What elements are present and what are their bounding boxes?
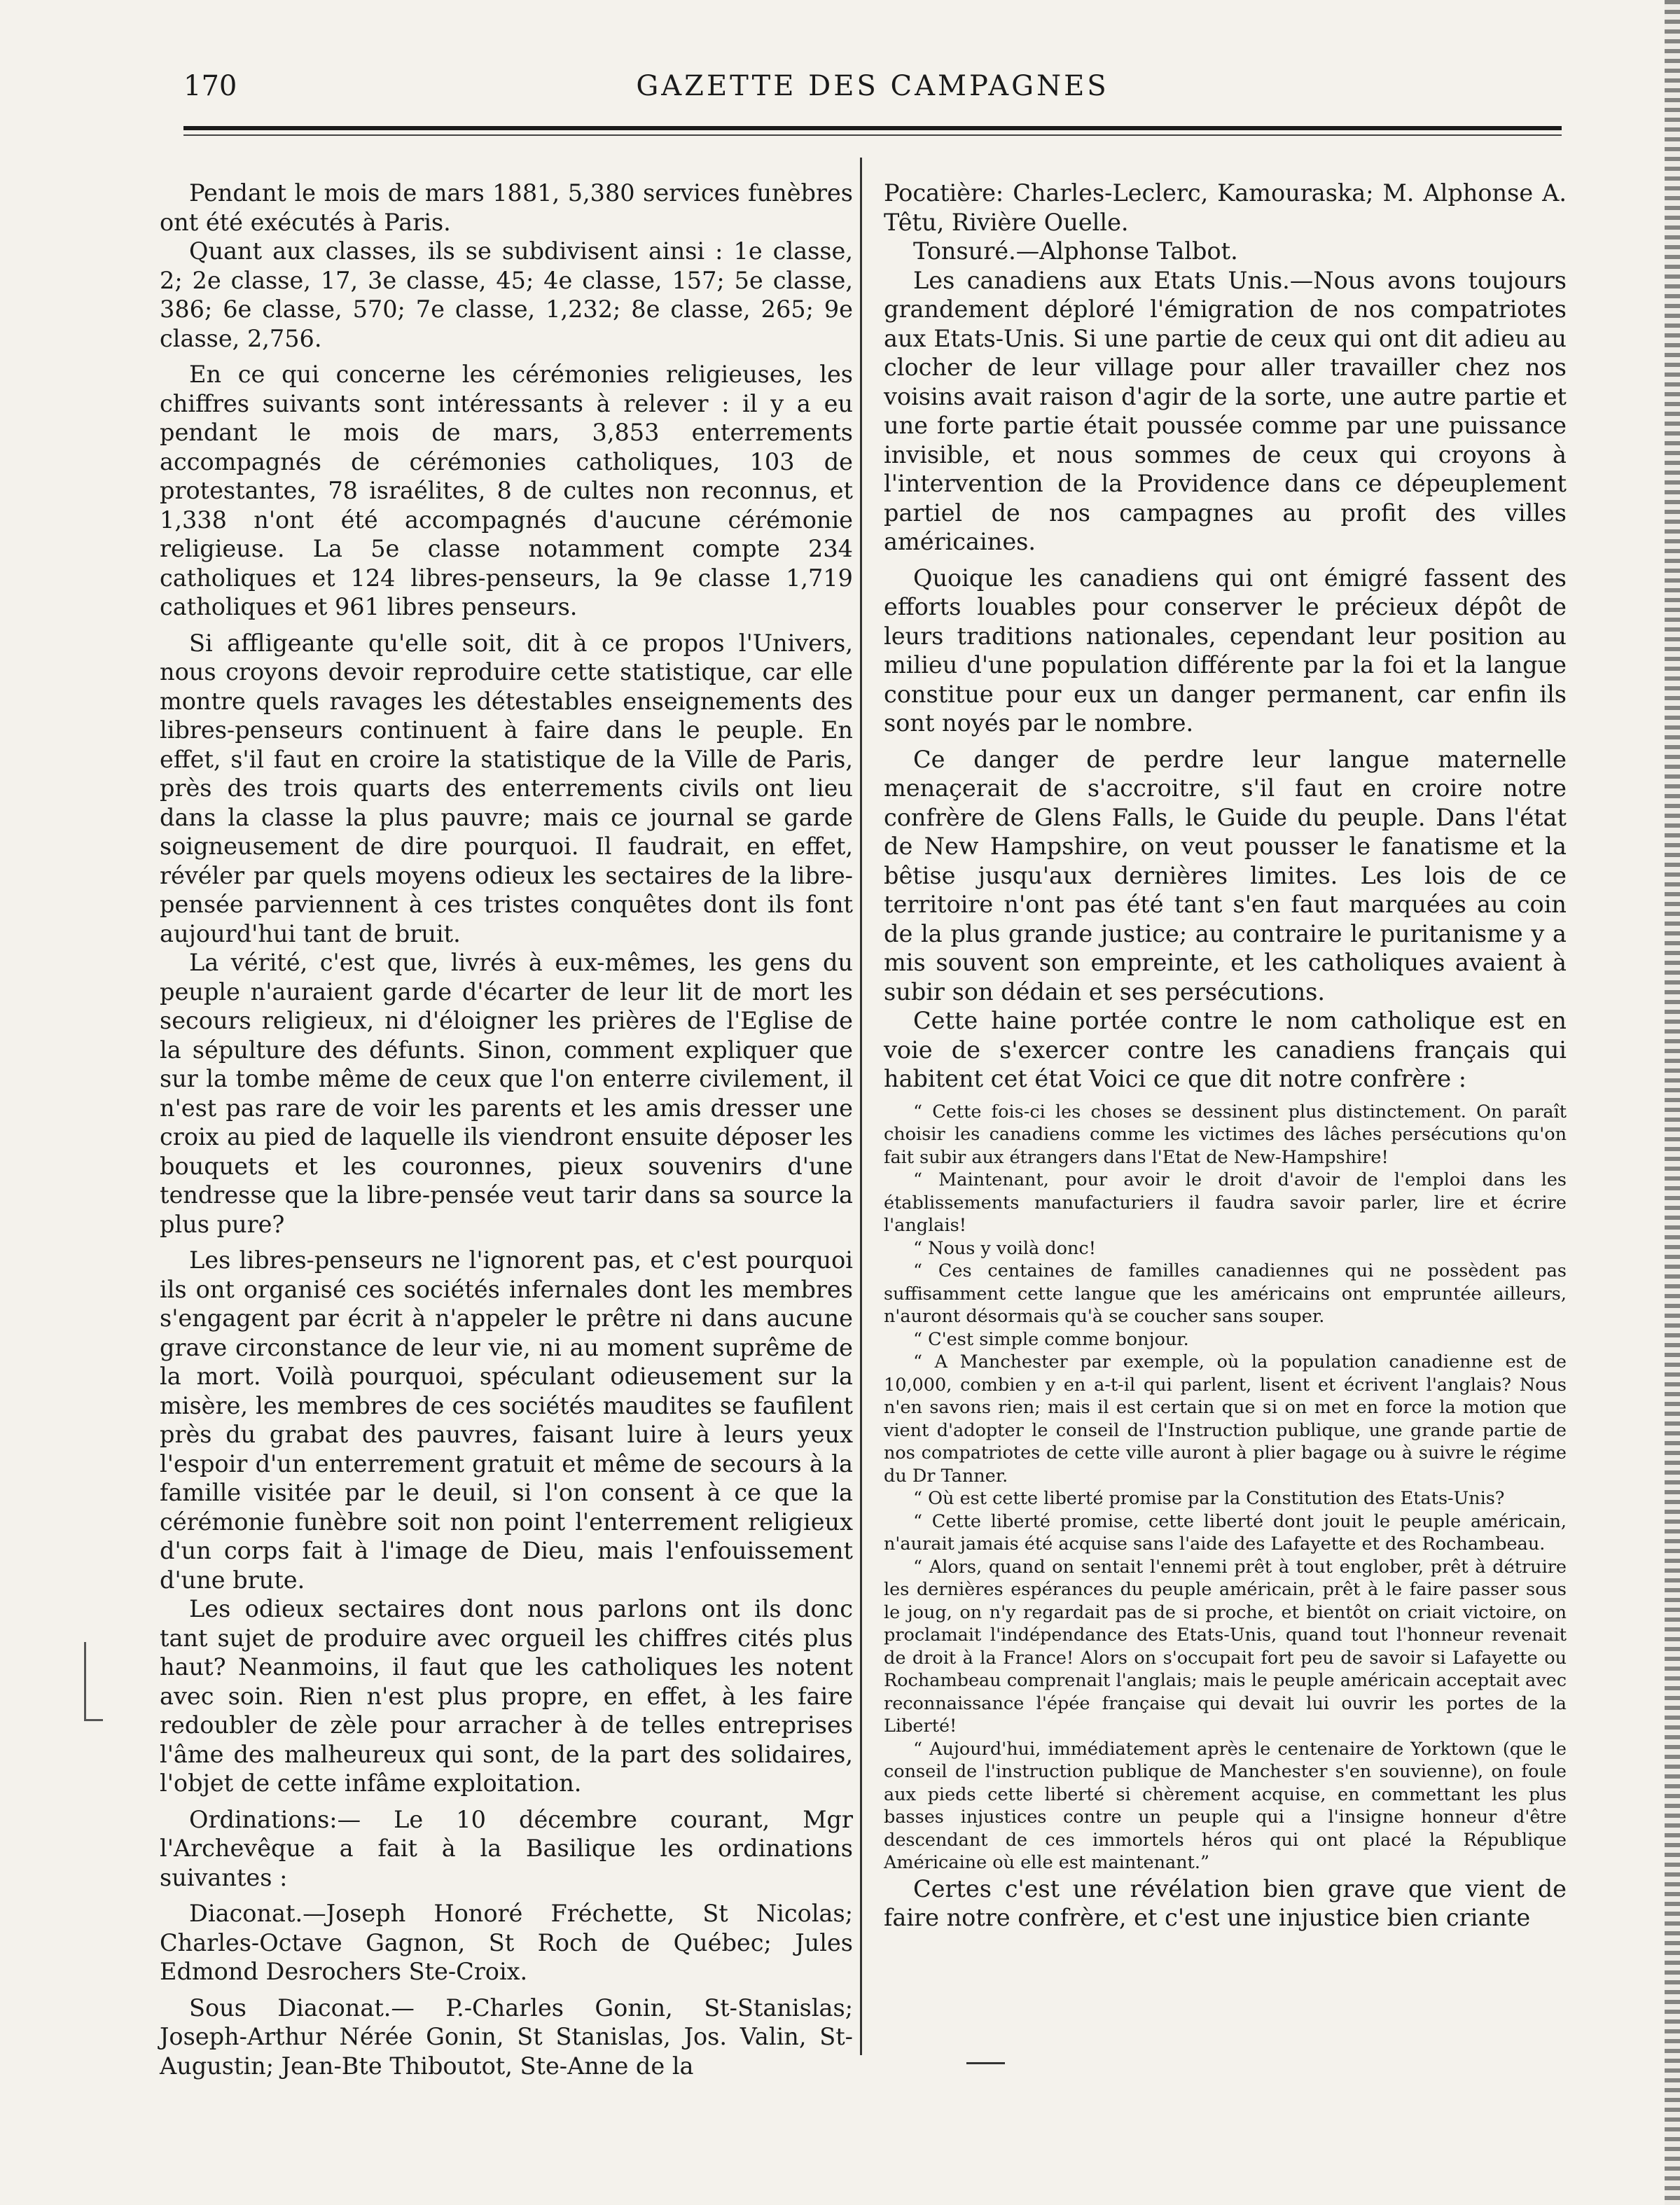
column-divider [860, 158, 862, 2055]
header-rule-thin [183, 134, 1562, 136]
left-paragraph: Sous Diaconat.— P.-Charles Gonin, St-Stanislas; Joseph-Arthur Nérée Gonin, St Stanislas, Jos. Valin, St-Augustin; Jean-Bte Thiboutot, Ste-Anne de la [160, 1994, 853, 2080]
left-column [160, 179, 853, 2080]
right-paragraph: “ C'est simple comme bonjour. [913, 1328, 1189, 1350]
right-paragraph: Ce danger de perdre leur langue maternelle menaçerait de s'accroitre, s'il faut en croire notre confrère de Glens Falls, le Guide du peuple. Dans l'état de New Hampshire, on veut pousser le fanatisme et la bêtise jusqu'aux dernières limites. Les lois de ce territoire n'ont pas été tant s'en faut marquées au coin de la plus grande justice; au contraire le puritanisme y a mis souvent son empreinte, et les catholiques avaient à subir son dédain et ses persécutions. [884, 745, 1567, 1006]
margin-bracket [84, 1642, 103, 1721]
right-paragraph: Pocatière: Charles-Leclerc, Kamouraska; M. Alphonse A. Têtu, Rivière Ouelle. [884, 179, 1567, 236]
right-paragraph: “ Maintenant, pour avoir le droit d'avoir de l'emploi dans les établissements manufacturiers il faudra savoir parler, lire et écrire l'anglais! [884, 1169, 1567, 1236]
running-title: GAZETTE DES CAMPAGNES [636, 70, 1109, 102]
left-paragraph: Les libres-penseurs ne l'ignorent pas, et c'est pourquoi ils ont organisé ces sociétés infernales dont les membres s'engagent par écrit à n'appeler le prêtre ni dans aucune grave circonstance de leur vie, ni au moment suprême de la mort. Voilà pourquoi, spéculant odieusement sur la misère, les membres de ces sociétés maudites se faufilent près du grabat des pauvres, faisant luire à leurs yeux l'espoir d'un enterrement gratuit et même de secours à la famille visitée par le deuil, si l'on consent à ce que la cérémonie funèbre soit non point l'enterrement religieux d'un corps fait à l'image de Dieu, mais l'enfouissement d'une brute. [160, 1246, 853, 1594]
scan-edge [1665, 0, 1680, 2205]
right-paragraph: “ Nous y voilà donc! [913, 1237, 1096, 1259]
right-paragraph: “ Ces centaines de familles canadiennes qui ne possèdent pas suffisamment cette langue que les américains ont empruntée ailleurs, n'auront désormais qu'à se coucher sans souper. [884, 1260, 1567, 1327]
left-paragraph: Diaconat.—Joseph Honoré Fréchette, St Nicolas; Charles-Octave Gagnon, St Roch de Québec; Jules Edmond Desrochers Ste-Croix. [160, 1900, 853, 1985]
header-rule [183, 126, 1562, 130]
right-column [884, 179, 1567, 1933]
right-paragraph: Certes c'est une révélation bien grave que vient de faire notre confrère, et c'est une injustice bien criante [884, 1874, 1567, 1931]
left-paragraph: En ce qui concerne les cérémonies religieuses, les chiffres suivants sont intéressants à relever : il y a eu pendant le mois de mars, 3,853 enterrements accompagnés de cérémonies catholiques, 103 de protestantes, 78 israélites, 8 de cultes non reconnus, et 1,338 n'ont été accompagnés d'aucune cérémonie religieuse. La 5e classe notamment compte 234 catholiques et 124 libres-penseurs, la 9e classe 1,719 catholiques et 961 libres penseurs. [160, 361, 853, 620]
left-paragraph: La vérité, c'est que, livrés à eux-mêmes, les gens du peuple n'auraient garde d'écarter de leur lit de mort les secours religieux, ni d'éloigner les prières de l'Eglise de la sépulture des défunts. Sinon, comment expliquer que sur la tombe même de ceux que l'on enterre civilement, il n'est pas rare de voir les parents et les amis dresser une croix au pied de laquelle ils viendront ensuite déposer les bouquets et les couronnes, pieux souvenirs d'une tendresse que la libre-pensée veut tarir dans sa source la plus pure? [160, 949, 853, 1238]
right-paragraph: “ Où est cette liberté promise par la Constitution des Etats-Unis? [913, 1488, 1505, 1509]
right-paragraph: Tonsuré.—Alphonse Talbot. [913, 237, 1238, 265]
page-header [183, 70, 1562, 119]
right-paragraph: “ A Manchester par exemple, où la population canadienne est de 10,000, combien y en a-t-il qui parlent, lisent et écrivent l'anglais? Nous n'en savons rien; mais il est certain que si on met en force la motion que vient d'adopter le conseil de l'Instruction publique, une grande partie de nos compatriotes de cette ville auront à plier bagage ou à suivre le régime du Dr Tanner. [884, 1351, 1567, 1487]
right-paragraph: Cette haine portée contre le nom catholique est en voie de s'exercer contre les canadiens français qui habitent cet état Voici ce que dit notre confrère : [884, 1007, 1567, 1092]
left-paragraph: Quant aux classes, ils se subdivisent ainsi : 1e classe, 2; 2e classe, 17, 3e classe, 45; 4e classe, 157; 5e classe, 386; 6e classe, 570; 7e classe, 1,232; 8e classe, 265; 9e classe, 2,756. [160, 237, 853, 352]
left-paragraph: Ordinations:— Le 10 décembre courant, Mgr l'Archevêque a fait à la Basilique les ordinations suivantes : [160, 1805, 853, 1891]
right-paragraph: “ Cette fois-ci les choses se dessinent plus distinctement. On paraît choisir les canadiens comme les victimes des lâches persécutions qu'on fait subir aux étrangers dans l'Etat de New-Hampshire! [884, 1101, 1567, 1168]
left-paragraph: Si affligeante qu'elle soit, dit à ce propos l'Univers, nous croyons devoir reproduire cette statistique, car elle montre quels ravages les détestables enseignements des libres-penseurs continuent à faire dans le peuple. En effet, s'il faut en croire la statistique de la Ville de Paris, près des trois quarts des enterrements civils ont lieu dans la classe la plus pauvre; mais ce journal se garde soigneusement de dire pourquoi. Il faudrait, en effet, révéler par quels moyens odieux les sectaires de la libre-pensée parviennent à ces tristes conquêtes dont ils font aujourd'hui tant de bruit. [160, 629, 853, 947]
right-paragraph: “ Cette liberté promise, cette liberté dont jouit le peuple américain, n'aurait jamais été acquise sans l'aide des Lafayette et des Rochambeau. [884, 1510, 1567, 1554]
left-paragraph: Pendant le mois de mars 1881, 5,380 services funèbres ont été exécutés à Paris. [160, 179, 853, 236]
right-paragraph: “ Aujourd'hui, immédiatement après le centenaire de Yorktown (que le conseil de l'instruction publique de Manchester s'en souvienne), on foule aux pieds cette liberté si chèrement acquise, en commettant les plus basses injustices contre un peuple qui a l'insigne honneur d'être descendant de ces immortels héros qui ont placé la République Américaine où elle est maintenant.” [884, 1738, 1567, 1873]
right-paragraph: “ Alors, quand on sentait l'ennemi prêt à tout englober, prêt à détruire les dernières espérances du peuple américain, prêt à le faire passer sous le joug, on n'y regardait pas de si proche, et bientôt on criait victoire, on proclamait l'indépendance des Etats-Unis, quand tout l'honneur revenait de droit à la France! Alors on s'occupait fort peu de savoir si Lafayette ou Rochambeau comprenait l'anglais; mais le peuple américain acceptait avec reconnaissance l'épée française qui devait lui ouvrir les portes de la Liberté! [884, 1556, 1567, 1737]
left-paragraph: Les odieux sectaires dont nous parlons ont ils donc tant sujet de produire avec orgueil les chiffres cités plus haut? Neanmoins, il faut que les catholiques les notent avec soin. Rien n'est plus propre, en effet, à les faire redoubler de zèle pour arracher à de telles entreprises l'âme des malheureux qui sont, de la part des solidaires, l'objet de cette infâme exploitation. [160, 1595, 853, 1797]
bottom-dash [966, 2062, 1005, 2064]
right-paragraph: Quoique les canadiens qui ont émigré fassent des efforts louables pour conserver le précieux dépôt de leurs traditions nationales, cependant leur position au milieu d'une population différente par la foi et la langue constitue pour eux un danger permanent, car enfin ils sont noyés par le nombre. [884, 564, 1567, 737]
right-paragraph: Les canadiens aux Etats Unis.—Nous avons toujours grandement déploré l'émigration de nos compatriotes aux Etats-Unis. Si une partie de ceux qui ont dit adieu au clocher de leur village pour aller travailler chez nos voisins avait raison d'agir de la sorte, une autre partie et une forte partie était poussée comme par une puissance invisible, et nous sommes de ceux qui croyons à l'intervention de la Providence dans ce dépeuplement partiel de nos campagnes au profit des villes américaines. [884, 266, 1567, 555]
page-number: 170 [183, 70, 237, 102]
